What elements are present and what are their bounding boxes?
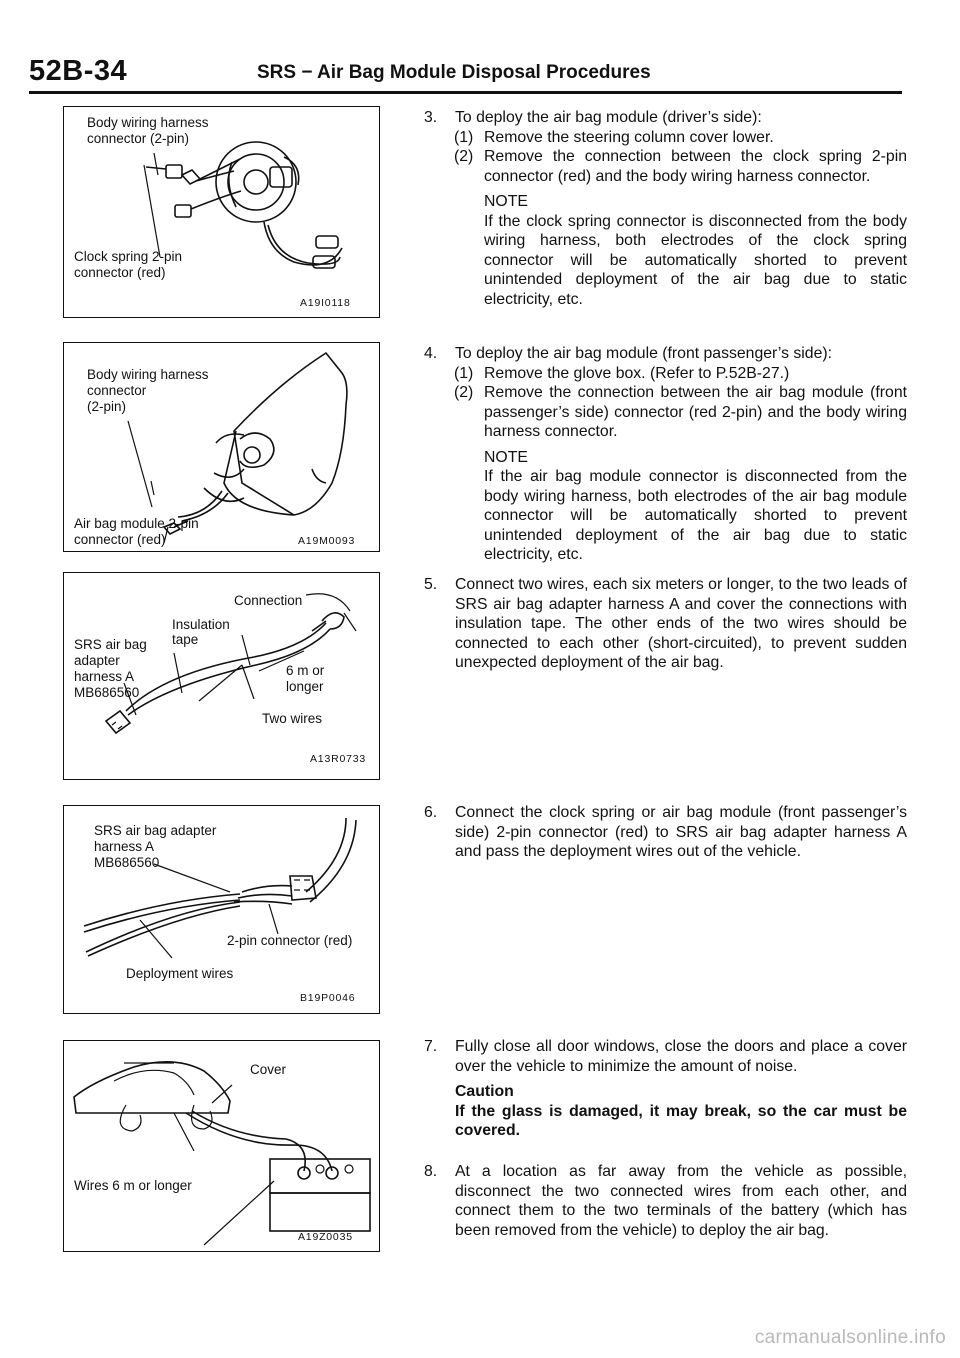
- substep: [455, 128, 907, 148]
- figure-2-label-4: Air bag module 2-pin: [74, 516, 199, 531]
- caution-label: Caution: [455, 1083, 514, 1100]
- figure-4-code: B19P0046: [300, 992, 356, 1004]
- figure-air-bag-module-connector: [63, 342, 380, 552]
- figure-2-label-3: (2-pin): [87, 399, 127, 414]
- substep-text: Remove the connection between the clock spring 2-pin connector (red) and the body wiring harness connector.: [484, 148, 907, 185]
- note-block: [455, 192, 907, 309]
- figure-2-label-5: connector (red): [74, 532, 166, 547]
- figure-2-label-2: connector: [87, 383, 147, 398]
- step-3: [424, 108, 907, 309]
- page-title: SRS − Air Bag Module Disposal Procedures: [257, 62, 651, 83]
- figure-4-label-4: 2-pin connector (red): [227, 933, 353, 948]
- figure-5-label-1: Cover: [250, 1062, 287, 1077]
- figure-3-label-6: harness A: [74, 669, 135, 684]
- substep-number: (2): [454, 148, 474, 165]
- note-label: NOTE: [484, 193, 528, 210]
- figure-3-code: A13R0733: [310, 753, 367, 765]
- figure-3-label-7: MB686560: [74, 685, 140, 700]
- step-text: To deploy the air bag module (front passenger’s side):: [455, 345, 833, 362]
- substep: [455, 147, 907, 186]
- step-text: Connect the clock spring or air bag module (front passenger’s side) 2-pin connector (red) to SRS air bag adapter harness A and pass the deployment wires out of the vehicle.: [455, 804, 907, 860]
- note-block: [455, 448, 907, 565]
- substep-text: Remove the connection between the air bag module (front passenger’s side) connector (red 2-pin) and the body wiring harness connector.: [484, 384, 907, 440]
- step-4: [424, 344, 907, 565]
- step-number: 7.: [424, 1038, 438, 1055]
- substep: [455, 383, 907, 442]
- figure-2-label-1: Body wiring harness: [87, 367, 209, 382]
- step-number: 8.: [424, 1163, 438, 1180]
- figure-4-label-3: MB686560: [94, 855, 160, 870]
- figure-1-label-1: Body wiring harness: [87, 115, 209, 130]
- figure-adapter-harness-wires: [63, 572, 380, 780]
- figure-clock-spring-connector: [63, 106, 380, 318]
- substep-text: Remove the glove box. (Refer to P.52B-27.): [484, 364, 790, 382]
- figure-3-label-10: Two wires: [262, 711, 323, 726]
- figure-3-label-8: 6 m or: [286, 663, 325, 678]
- section-code: 52B-34: [29, 55, 128, 87]
- step-text: Connect two wires, each six meters or longer, to the two leads of SRS air bag adapter harness A and cover the connections with insulation tape. The other ends of the two wires should be connected to each other (short-circuited), to prevent sudden unexpected deployment of the air bag.: [455, 576, 907, 671]
- step-number: 6.: [424, 804, 438, 821]
- substep-number: (1): [454, 364, 474, 382]
- substep-number: (2): [454, 384, 474, 401]
- step-6: [424, 803, 907, 862]
- step-number: 5.: [424, 576, 438, 593]
- vehicle-battery-illustration: [64, 1041, 381, 1253]
- figure-vehicle-battery-deployment: [63, 1040, 380, 1252]
- figure-3-label-9: longer: [286, 679, 324, 694]
- figure-3-label-2: Insulation: [172, 617, 230, 632]
- step-8: [424, 1162, 907, 1240]
- caution-text: If the glass is damaged, it may break, so the car must be covered.: [455, 1102, 907, 1139]
- figure-1-label-3: Clock spring 2-pin: [74, 249, 183, 264]
- header-rule: [29, 91, 902, 94]
- figure-3-label-1: Connection: [234, 593, 303, 608]
- figure-4-label-1: SRS air bag adapter: [94, 823, 217, 838]
- figure-1-label-4: connector (red): [74, 265, 166, 280]
- note-label: NOTE: [484, 448, 528, 466]
- figure-5-label-2: Wires 6 m or longer: [74, 1178, 192, 1193]
- step-7: [424, 1037, 907, 1141]
- substep-number: (1): [454, 128, 474, 146]
- figure-3-label-3: tape: [172, 632, 199, 647]
- step-number: 4.: [424, 345, 438, 362]
- step-number: 3.: [424, 109, 438, 126]
- figure-2-code: A19M0093: [298, 535, 356, 547]
- watermark: carmanualsonline.info: [754, 1327, 946, 1348]
- substep: [455, 364, 907, 384]
- figure-1-label-2: connector (2-pin): [87, 131, 190, 146]
- figure-1-code: A19I0118: [300, 297, 351, 309]
- figure-deployment-wires-connection: [63, 805, 380, 1014]
- note-text: If the air bag module connector is disconnected from the body wiring harness, both electrodes of the air bag module connector will be automatically shorted to prevent unintended deployment of the air bag due to static electricity, etc.: [484, 468, 907, 563]
- note-text: If the clock spring connector is disconnected from the body wiring harness, both electrodes of the clock spring connector will be automatically shorted to prevent unintended deployment of the air bag due to static electricity, etc.: [484, 212, 907, 308]
- figure-4-label-2: harness A: [94, 839, 155, 854]
- step-text: To deploy the air bag module (driver’s side):: [455, 109, 762, 126]
- figure-3-label-4: SRS air bag: [74, 637, 147, 652]
- step-text: Fully close all door windows, close the doors and place a cover over the vehicle to minimize the amount of noise.: [455, 1038, 907, 1075]
- step-text: At a location as far away from the vehicle as possible, disconnect the two connected wires from each other, and connect them to the two terminals of the battery (which has been removed from the vehicle) to deploy the air bag.: [455, 1163, 907, 1239]
- figure-5-code: A19Z0035: [298, 1231, 353, 1243]
- figure-3-label-5: adapter: [74, 653, 120, 668]
- figure-4-label-5: Deployment wires: [126, 966, 234, 981]
- substep-text: Remove the steering column cover lower.: [484, 128, 774, 146]
- step-5: [424, 575, 907, 673]
